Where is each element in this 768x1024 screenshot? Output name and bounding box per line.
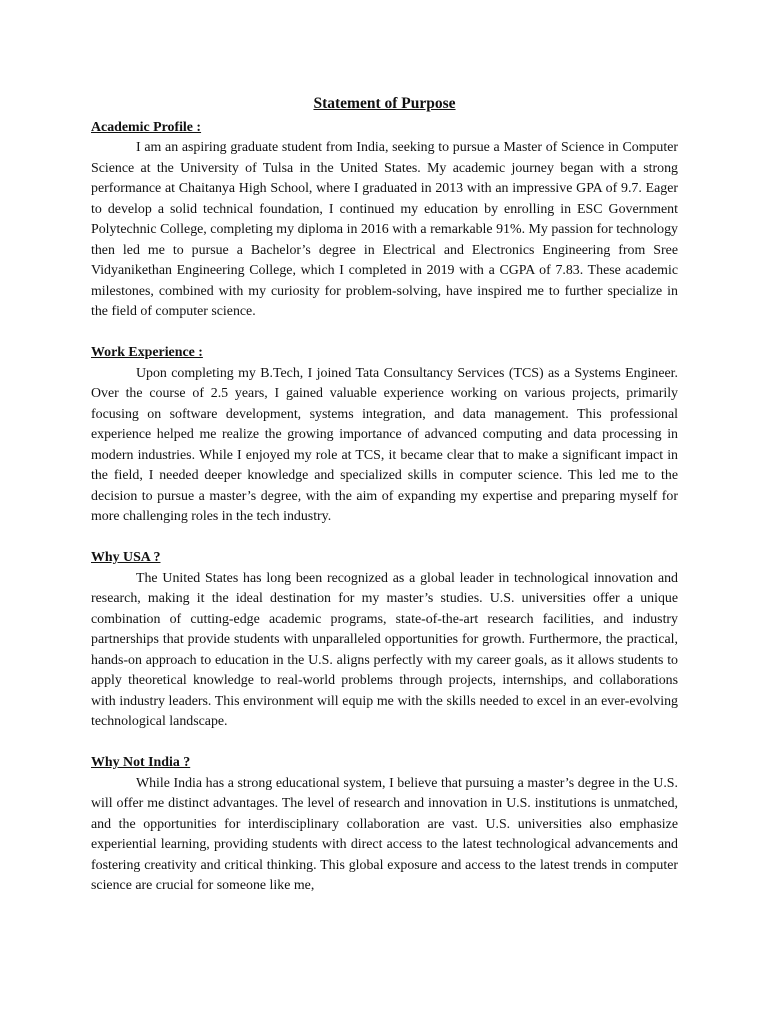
section-academic-profile [91, 118, 678, 323]
section-paragraph: Upon completing my B.Tech, I joined Tata Consultancy Services (TCS) as a Systems Engineer. Over the course of 2.5 years, I gained valuable experience working on various projects, primarily focusing on software development, systems integration, and data management. This professional experience helped me realize the growing importance of advanced computing and data processing in modern industries. While I enjoyed my role at TCS, it became clear that to make a significant impact in the field, I needed deeper knowledge and specialized skills in computer science. This led me to the decision to pursue a master’s degree, with the aim of expanding my expertise and preparing myself for more challenging roles in the tech industry. [91, 365, 678, 524]
section-why-not-india [91, 753, 678, 897]
document-body [91, 94, 678, 917]
section-paragraph: The United States has long been recognized as a global leader in technological innovation and research, making it the ideal destination for my master’s studies. U.S. universities offer a unique combination of cutting-edge academic programs, state-of-the-art research facilities, and industry partnerships that provide students with unparalleled opportunities for growth. Furthermore, the practical, hands-on approach to education in the U.S. aligns perfectly with my career goals, as it allows students to apply theoretical knowledge to real-world problems through projects, internships, and collaborations with industry leaders. This environment will equip me with the skills needed to excel in an ever-evolving technological landscape. [91, 570, 678, 729]
section-paragraph: I am an aspiring graduate student from India, seeking to pursue a Master of Science in Computer Science at the University of Tulsa in the United States. My academic journey began with a strong performance at Chaitanya High School, where I graduated in 2013 with an impressive GPA of 9.7. Eager to develop a solid technical foundation, I continued my education by enrolling in ESC Government Polytechnic College, completing my diploma in 2016 with a remarkable 91%. My passion for technology then led me to pursue a Bachelor’s degree in Electrical and Electronics Engineering from Sree Vidyanikethan Engineering College, which I completed in 2019 with a CGPA of 7.83. These academic milestones, combined with my curiosity for problem-solving, have inspired me to further specialize in the field of computer science. [91, 140, 678, 319]
section-paragraph: While India has a strong educational system, I believe that pursuing a master’s degree in the U.S. will offer me distinct advantages. The level of research and innovation in U.S. institutions is unmatched, and the opportunities for interdisciplinary collaboration are vast. U.S. universities also emphasize experiential learning, providing students with direct access to the latest technological advancements and fostering creativity and critical thinking. This global exposure and access to the latest trends in computer science are crucial for someone like me, [91, 775, 678, 893]
section-heading: Why USA ? [91, 550, 161, 565]
section-work-experience [91, 343, 678, 528]
section-why-usa [91, 548, 678, 733]
document-title: Statement of Purpose [313, 95, 456, 112]
section-heading: Work Experience : [91, 345, 203, 360]
section-heading: Academic Profile : [91, 119, 202, 135]
section-heading: Why Not India ? [91, 755, 191, 770]
